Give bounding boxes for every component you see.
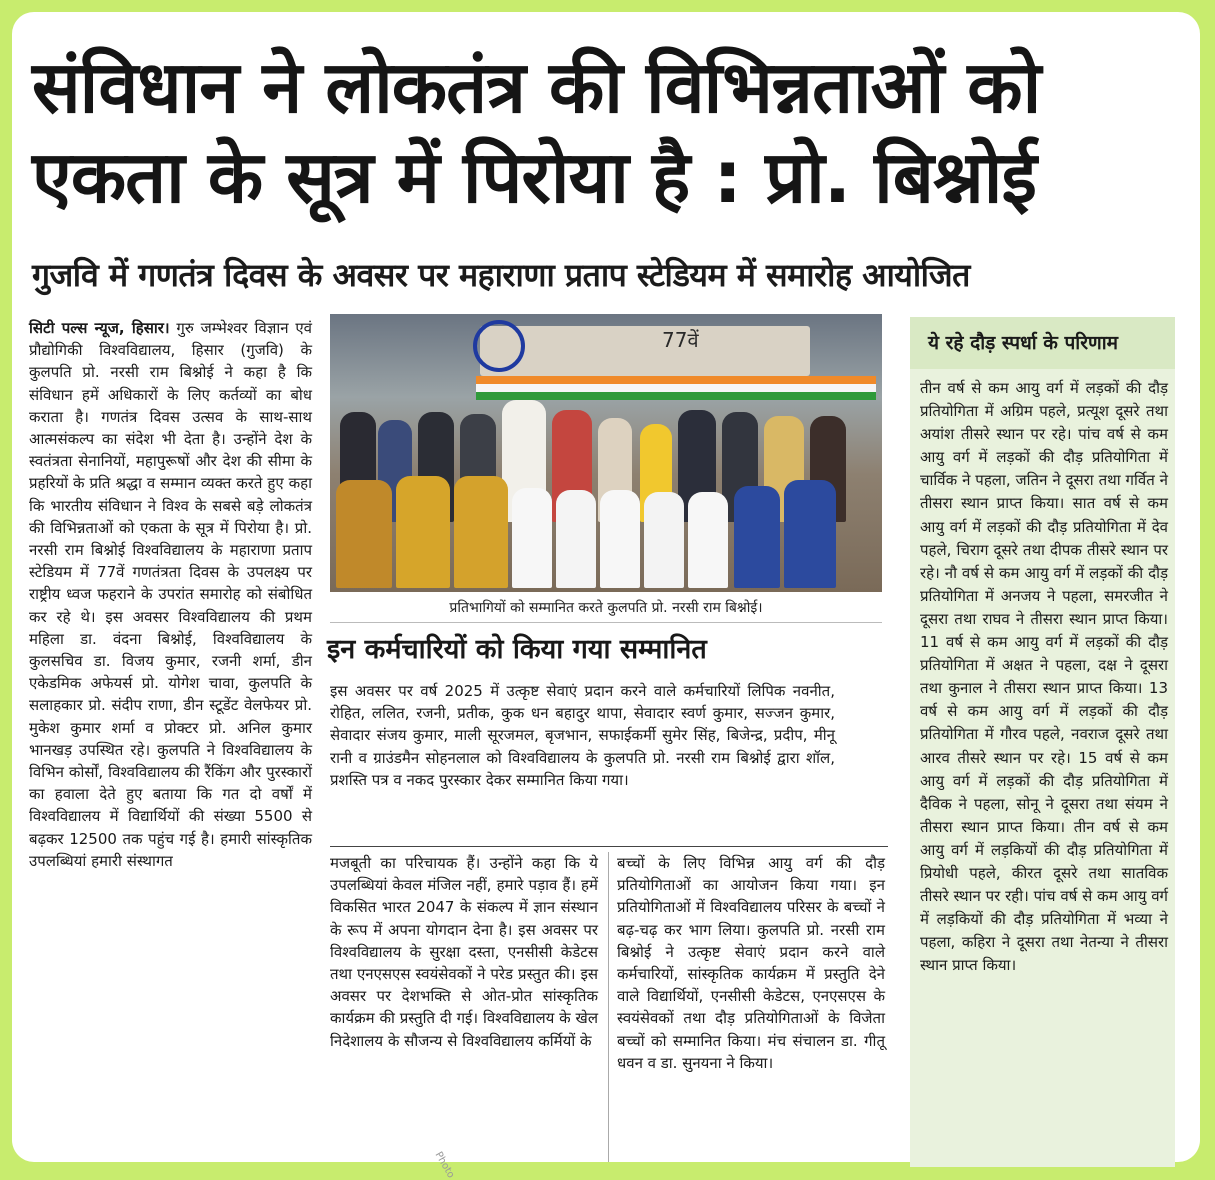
photo-banner bbox=[480, 326, 810, 376]
column-divider bbox=[608, 852, 609, 1162]
article-column-2: मजबूती का परिचायक हैं। उन्होंने कहा कि ये उपलब्धियां केवल मंजिल नहीं, हमारे पड़ाव हैं। हमें विकसित भारत 2047 के संकल्प में ज्ञान संस्थान के रूप में अपना योगदान देना है। इस अवसर पर विश्वविद्यालय के सुरक्षा दस्ता, एनसीसी केडेटस तथा एनएसएस स्वयंसेवकों ने परेड प्रस्तुत की। इस अवसर पर देशभक्ति से ओत-प्रोत सांस्कृतिक कार्यक्रम की प्रस्तुति दी गई। विश्वविद्यालय के खेल निदेशालय के सौजन्य से विश्वविद्यालय कर्मियों के bbox=[330, 854, 598, 1050]
newspaper-clipping bbox=[12, 12, 1200, 1180]
dateline: सिटी पल्स न्यूज, हिसार। bbox=[29, 319, 170, 337]
photo-caption: प्रतिभागियों को सम्मानित करते कुलपति प्रो. नरसी राम बिश्नोई। bbox=[330, 594, 882, 623]
article-column-3: बच्चों के लिए विभिन्न आयु वर्ग की दौड़ प्रतियोगिताओं का आयोजन किया गया। इन प्रतियोगिताओं में विश्वविद्यालय परिसर के बच्चों ने बढ़-चढ़ कर भाग लिया। कुलपति प्रो. नरसी राम बिश्नोई ने उत्कृष्ट सेवाएं प्रदान करने वाले कर्मचारियों, सांस्कृतिक कार्यक्रम में प्रस्तुति देने वाले विद्यार्थियों, एनसीसी केडेटस, एनएसएस के स्वयंसेवकों तथा दौड़ प्रतियोगिताओं के विजेता बच्चों को सम्मानित किया। मंच संचालन डा. गीतू धवन व डा. सुनयना ने किया। bbox=[617, 854, 885, 1072]
section-divider bbox=[330, 846, 888, 847]
sidebar-title: ये रहे दौड़ स्पर्धा के परिणाम bbox=[910, 317, 1175, 369]
article-column-1 bbox=[29, 317, 312, 1162]
box-body: इस अवसर पर वर्ष 2025 में उत्कृष्ट सेवाएं प्रदान करने वाले कर्मचारियों लिपिक नवनीत, रोहित, ललित, रजनी, प्रतीक, कुक धन बहादुर थापा, सेवादार स्वर्ण कुमार, सज्जन कुमार, सेवादार संजय कुमार, माली सूरजमल, बृजभान, सफाईकर्मी सुमेर सिंह, बिजेन्द्र, प्रदीप, मीनू रानी व ग्राउंडमैन सोहनलाल को विश्वविद्यालय के कुलपति प्रो. नरसी राम बिश्नोई द्वारा शॉल, प्रशस्ति पत्र व नकद पुरस्कार देकर सम्मानित किया गया। bbox=[330, 682, 836, 789]
photo-banner-number: 77वें bbox=[662, 328, 699, 352]
photo-people bbox=[330, 392, 882, 592]
column-1-body: गुरु जम्भेश्वर विज्ञान एवं प्रौद्योगिकी विश्वविद्यालय, हिसार (गुजवि) के कुलपति प्रो. नरसी राम बिश्नोई ने कहा है कि संविधान हमें अधिकारों के लिए कर्तव्यों का बोध कराता है। गणतंत्र दिवस उत्सव के साथ-साथ आत्मसंकल्प का संदेश भी देता है। उन्होंने देश के स्वतंत्रता सेनानियों, महापुरूषों और देश की सीमा के प्रहरियों के प्रति श्रद्धा व सम्मान व्यक्त करते हुए कहा कि भारतीय संविधान ने विश्व के सबसे बड़े लोकतंत्र की विभिन्नताओं को एकता के सूत्र में पिरोया है। प्रो. नरसी राम बिश्नोई विश्वविद्यालय के महाराणा प्रताप स्टेडियम में 77वें गणतंत्रता दिवस के उपलक्ष्य पर राष्ट्रीय ध्वज फहराने के उपरांत समारोह को संबोधित कर रहे थे। इस अवसर विश्वविद्यालय की प्रथम महिला डा. वंदना बिश्नोई, विश्वविद्यालय के कुलसचिव डा. विजय कुमार, रजनी शर्मा, डीन एकेडमिक अफेयर्स प्रो. योगेश चावा, कुलपति के सलाहकार प्रो. संदीप राणा, डीन स्टूडेंट वेलफेयर प्रो. मुकेश कुमार शर्मा व प्रोक्टर प्रो. अनिल कुमार भानखड़ उपस्थित रहे। कुलपति ने विश्वविद्यालय के विभिन कोर्सों, विश्वविद्यालय की रैंकिंग और पुरस्कारों का हवाला देते हुए बताया कि गत दो वर्षों में विश्वविद्यालय में विद्यार्थियों की संख्या 5500 से बढ़कर 12500 तक पहुंच गई है। हमारी सांस्कृतिक उपलब्धियां हमारी संस्थागत bbox=[29, 319, 313, 870]
subheadline: गुजवि में गणतंत्र दिवस के अवसर पर महाराणा प्रताप स्टेडियम में समारोह आयोजित bbox=[32, 256, 970, 294]
race-results-sidebar bbox=[910, 317, 1175, 1167]
sidebar-body: तीन वर्ष से कम आयु वर्ग में लड़कों की दौड़ प्रतियोगिता में अग्रिम पहले, प्रत्यूश दूसरे तथा अयांश तीसरे स्थान पर रहे। पांच वर्ष से कम आयु वर्ग में लड़कों की दौड़ प्रतियोगिता में चार्विक ने पहला, जतिन ने दूसरा तथा गर्वित ने तीसरा स्थान प्राप्त किया। सात वर्ष से कम आयु वर्ग में लड़कों की दौड़ प्रतियोगिता में देव पहले, चिराग दूसरे तथा दीपक तीसरे स्थान पर रहे। नौ वर्ष से कम आयु वर्ग में लड़कों की दौड़ प्रतियोगिता में अनजय ने पहला, समरजीत ने दूसरा तथा राघव ने तीसरा स्थान प्राप्त किया। 11 वर्ष से कम आयु वर्ग में लड़कों की दौड़ प्रतियोगिता में अक्षत ने पहला, दक्ष ने दूसरा तथा कुनाल ने तीसरा स्थान प्राप्त किया। 13 वर्ष से कम आयु वर्ग में लड़कों की दौड़ प्रतियोगिता में गौरव पहले, नवराज दूसरे तथा आरव तीसरे स्थान पर रहे। 15 वर्ष से कम आयु वर्ग में लड़कों की दौड़ प्रतियोगिता में दैविक ने पहला, सोनू ने दूसरा तथा संयम ने तीसरा स्थान प्राप्त किया। तीन वर्ष से कम आयु वर्ग में लड़कियों की दौड़ प्रतियोगिता में प्रियोधी पहले, कीरत दूसरे तथा सातविक तीसरे स्थान पर रही। पांच वर्ष से कम आयु वर्ग में लड़कियों की दौड़ प्रतियोगिता में भव्या ने पहला, कहिरा ने दूसरा तथा नेतन्या ने तीसरा स्थान प्राप्त किया। bbox=[920, 379, 1168, 975]
ashoka-chakra-icon bbox=[473, 320, 525, 372]
photo-watermark: Photo bbox=[432, 1150, 457, 1180]
ceremony-photo bbox=[330, 314, 882, 592]
headline: संविधान ने लोकतंत्र की विभिन्नताओं को एकता के सूत्र में पिरोया है : प्रो. बिश्नोई bbox=[32, 45, 1041, 219]
box-title: इन कर्मचारियों को किया गया सम्मानित bbox=[327, 634, 707, 665]
